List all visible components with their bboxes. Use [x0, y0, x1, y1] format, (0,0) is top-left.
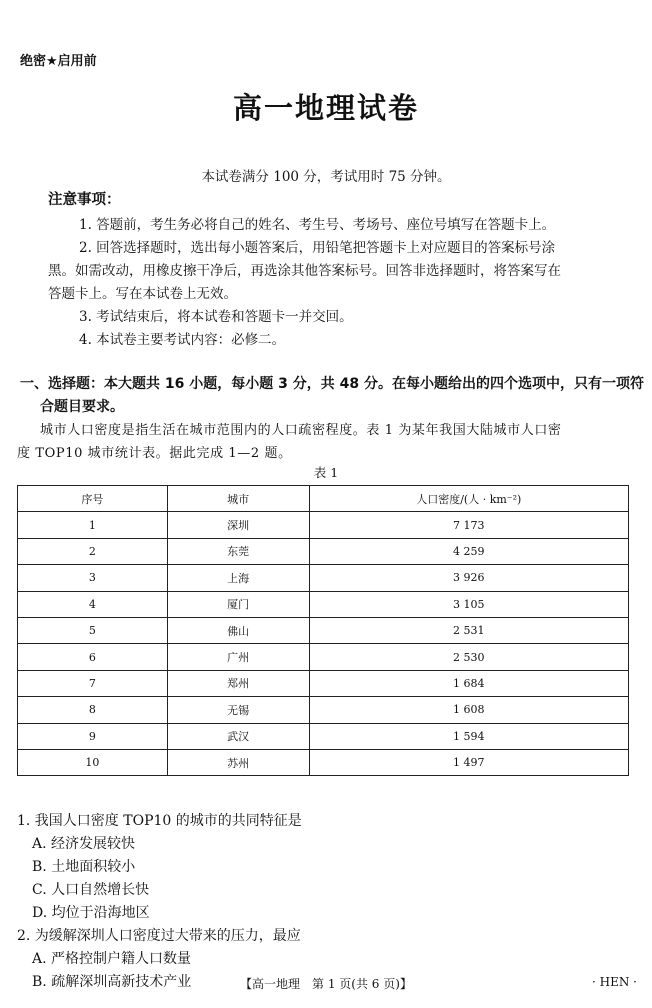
cell-rank: 9	[18, 723, 168, 749]
exam-code: · HEN ·	[592, 975, 637, 989]
table-row	[18, 538, 629, 564]
cell-density: 1 497	[309, 749, 629, 775]
section-heading-cont: 合题目要求。	[40, 399, 124, 415]
cell-density: 1 684	[309, 670, 629, 696]
passage-intro-cont: 度 TOP10 城市统计表。据此完成 1—2 题。	[17, 446, 292, 461]
column-header: 序号	[18, 486, 168, 512]
cell-city: 上海	[167, 565, 309, 591]
cell-density: 1 594	[309, 723, 629, 749]
question-2-option-a: A. 严格控制户籍人口数量	[32, 951, 192, 967]
table-row	[18, 697, 629, 723]
notice-line: 4. 本试卷主要考试内容：必修二。	[79, 332, 286, 348]
table-row	[18, 723, 629, 749]
column-header: 人口密度/(人 · km⁻²)	[309, 486, 629, 512]
cell-density: 3 105	[309, 591, 629, 617]
cell-rank: 3	[18, 565, 168, 591]
cell-density: 1 608	[309, 697, 629, 723]
question-1-option-a: A. 经济发展较快	[32, 836, 136, 852]
page-footer: 【高一地理 第 1 页(共 6 页)】	[240, 977, 412, 991]
cell-density: 7 173	[309, 512, 629, 538]
cell-city: 佛山	[167, 617, 309, 643]
cell-city: 郑州	[167, 670, 309, 696]
table-row	[18, 565, 629, 591]
notice-line: 3. 考试结束后，将本试卷和答题卡一并交回。	[79, 309, 353, 325]
cell-city: 苏州	[167, 749, 309, 775]
cell-rank: 2	[18, 538, 168, 564]
section-heading: 一、选择题：本大题共 16 小题，每小题 3 分，共 48 分。在每小题给出的四个选项中，只有一项符	[20, 376, 644, 392]
cell-city: 武汉	[167, 723, 309, 749]
question-1-option-c: C. 人口自然增长快	[32, 882, 150, 898]
question-2-option-b: B. 疏解深圳高新技术产业	[32, 974, 192, 990]
cell-rank: 1	[18, 512, 168, 538]
table-row	[18, 749, 629, 775]
notice-line: 2. 回答选择题时，选出每小题答案后，用铅笔把答题卡上对应题目的答案标号涂	[79, 240, 556, 256]
question-1-option-d: D. 均位于沿海地区	[32, 905, 150, 921]
cell-density: 3 926	[309, 565, 629, 591]
cell-rank: 7	[18, 670, 168, 696]
table-row	[18, 670, 629, 696]
table-row	[18, 512, 629, 538]
table-row	[18, 591, 629, 617]
column-header: 城市	[167, 486, 309, 512]
cell-city: 广州	[167, 644, 309, 670]
notice-line: 黑。如需改动，用橡皮擦干净后，再选涂其他答案标号。回答非选择题时，将答案写在	[48, 263, 561, 279]
population-density-table	[17, 485, 629, 776]
question-1-option-b: B. 土地面积较小	[32, 859, 136, 875]
exam-info: 本试卷满分 100 分，考试用时 75 分钟。	[201, 169, 451, 185]
table-row	[18, 644, 629, 670]
passage-intro: 城市人口密度是指生活在城市范围内的人口疏密程度。表 1 为某年我国大陆城市人口密	[40, 423, 562, 438]
cell-density: 2 531	[309, 617, 629, 643]
notice-line: 答题卡上。写在本试卷上无效。	[48, 286, 237, 302]
table-header-row	[18, 486, 629, 512]
cell-rank: 6	[18, 644, 168, 670]
table-row	[18, 617, 629, 643]
table-caption: 表 1	[313, 465, 339, 480]
cell-rank: 5	[18, 617, 168, 643]
notice-title: 注意事项：	[48, 192, 121, 208]
cell-density: 2 530	[309, 644, 629, 670]
cell-density: 4 259	[309, 538, 629, 564]
confidential-label: 绝密★启用前	[20, 54, 97, 69]
cell-rank: 4	[18, 591, 168, 617]
question-1-stem: 1. 我国人口密度 TOP10 的城市的共同特征是	[17, 813, 302, 829]
cell-city: 厦门	[167, 591, 309, 617]
notice-line: 1. 答题前，考生务必将自己的姓名、考生号、考场号、座位号填写在答题卡上。	[79, 217, 556, 233]
cell-city: 东莞	[167, 538, 309, 564]
cell-city: 无锡	[167, 697, 309, 723]
cell-rank: 8	[18, 697, 168, 723]
cell-city: 深圳	[167, 512, 309, 538]
page-title: 高一地理试卷	[232, 91, 419, 125]
question-2-stem: 2. 为缓解深圳人口密度过大带来的压力，最应	[17, 928, 301, 944]
cell-rank: 10	[18, 749, 168, 775]
